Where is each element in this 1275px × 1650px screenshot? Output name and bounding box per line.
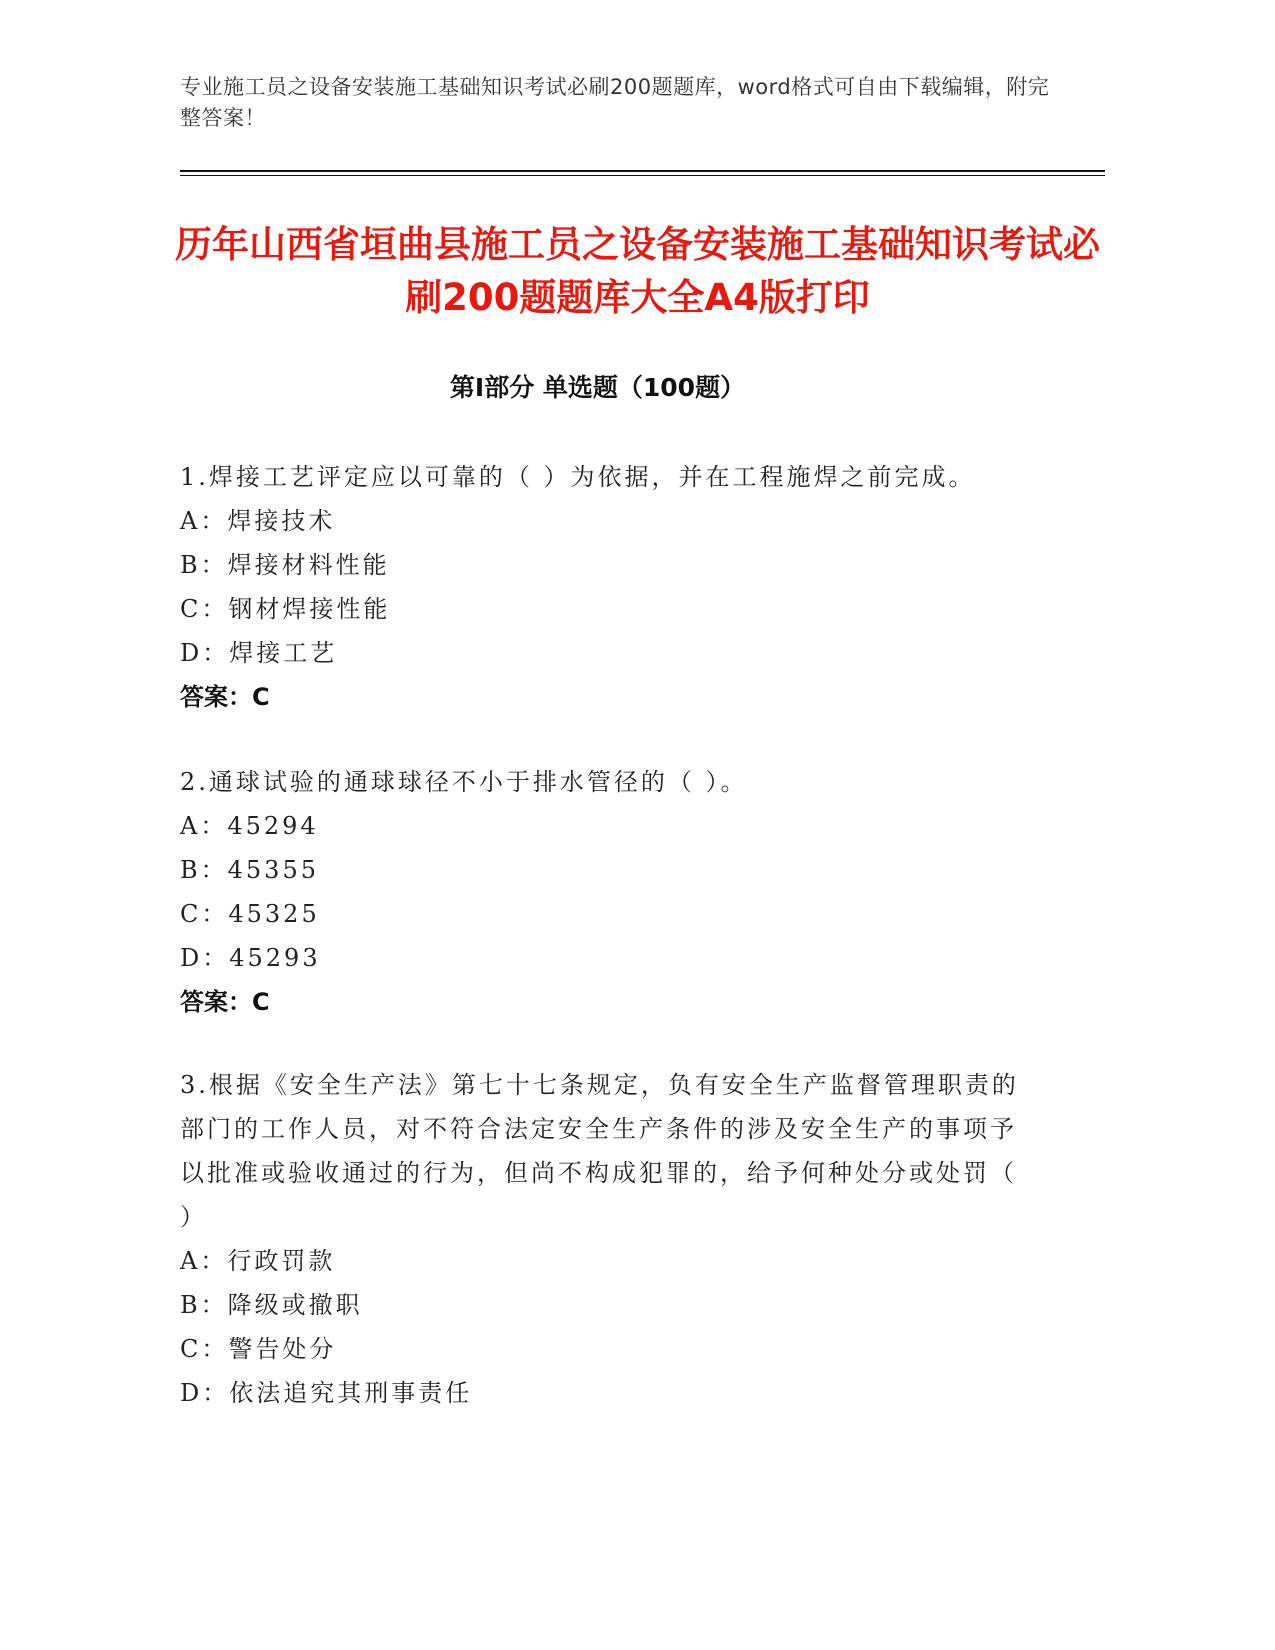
question-stem: 2.通球试验的通球球径不小于排水管径的（ ）。: [180, 768, 748, 796]
option-d: D：45293: [180, 944, 321, 972]
option-d: D：焊接工艺: [180, 639, 338, 667]
section-title: 第Ⅰ部分 单选题（100题）: [449, 373, 746, 402]
option-b: B：焊接材料性能: [180, 551, 390, 579]
option-c: C：警告处分: [180, 1335, 337, 1363]
question-stem: 3.根据《安全生产法》第七十七条规定，负有安全生产监督管理职责的部门的工作人员，对不符合法定安全生产条件的涉及安全生产的事项予以批准或验收通过的行为，但尚不构成犯罪的，给予何种处分或处罚（ ）: [180, 1071, 1019, 1231]
header-divider-thin: [180, 175, 1105, 176]
option-a: A：45294: [180, 812, 319, 840]
option-c: C：45325: [180, 900, 320, 928]
answer: 答案：C: [180, 683, 270, 711]
option-a: A：行政罚款: [180, 1247, 336, 1275]
option-c: C：钢材焊接性能: [180, 595, 391, 623]
option-d: D：依法追究其刑事责任: [180, 1379, 473, 1407]
question-2: [180, 760, 1020, 1024]
question-3: [180, 1063, 1020, 1415]
question-1: [180, 455, 1020, 719]
header-note: 专业施工员之设备安装施工基础知识考试必刷200题题库，word格式可自由下载编辑，附完整答案！: [180, 75, 1050, 130]
option-b: B：45355: [180, 856, 319, 884]
option-a: A：焊接技术: [180, 507, 336, 535]
header-divider: [180, 170, 1105, 172]
answer: 答案：C: [180, 988, 270, 1016]
option-b: B：降级或撤职: [180, 1291, 363, 1319]
question-stem: 1.焊接工艺评定应以可靠的（ ）为依据，并在工程施焊之前完成。: [180, 463, 976, 491]
document-title: 历年山西省垣曲县施工员之设备安装施工基础知识考试必刷200题题库大全A4版打印: [175, 223, 1100, 319]
